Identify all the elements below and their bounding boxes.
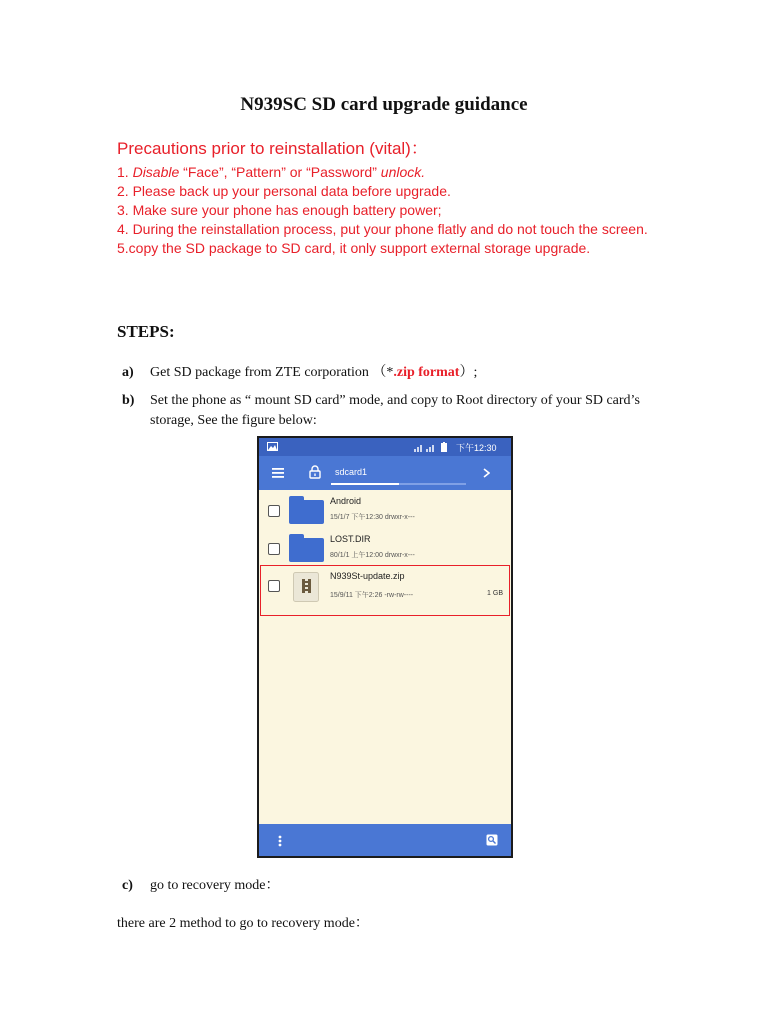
zip-file-icon [293,572,319,602]
checkbox[interactable] [268,505,280,517]
app-bar [259,456,511,490]
step-a-label: a) [122,365,134,380]
path-progress [331,483,466,485]
zip-format-text: .zip format [393,365,460,380]
signal-icons [414,442,450,452]
status-time: 下午12:30 [456,443,497,453]
path-label[interactable]: sdcard1 [335,467,368,477]
step-c-label: c) [122,878,133,893]
search-icon[interactable] [486,834,498,846]
precautions-heading: Precautions prior to reinstallation (vital)： [117,139,428,158]
folder-icon [289,500,324,524]
step-b-label: b) [122,393,135,408]
step-c: c) go to recovery mode： [150,876,550,896]
checkbox[interactable] [268,580,280,592]
document-title: N939SC SD card upgrade guidance [240,94,528,115]
file-row-android[interactable]: Android 15/1/7 下午12:30 drwxr-x--- [259,492,511,530]
precaution-item-3: 3. Make sure your phone has enough battery power; [117,202,442,218]
folder-icon [289,538,324,562]
precaution-item-2: 2. Please back up your personal data before upgrade. [117,183,451,199]
image-notification-icon [267,442,278,451]
disable-word: Disable [132,164,180,180]
precautions-list [117,163,657,258]
steps-heading: STEPS: [117,322,175,341]
lock-icon [309,465,321,479]
precaution-item-5: 5.copy the SD package to SD card, it only support external storage upgrade. [117,240,591,256]
file-row-update-zip[interactable]: N939St-update.zip 15/9/11 下午2:26 -rw-rw---- 1 GB [260,565,510,616]
menu-icon[interactable] [272,468,284,478]
step-a: a) Get SD package from ZTE corporation （*.zip format）; [150,363,670,383]
precaution-item-1: 1. Disable “Face”, “Pattern” or “Password” unlock. [117,164,426,180]
checkbox[interactable] [268,543,280,555]
bottom-bar [259,824,511,856]
precaution-item-4: 4. During the reinstallation process, put your phone flatly and do not touch the screen. [117,221,648,237]
unlock-word: unlock. [380,164,426,180]
phone-screenshot [257,436,513,858]
status-bar [259,438,511,456]
recovery-methods-line: there are 2 method to go to recovery mode： [117,916,369,931]
file-row-lost-dir[interactable]: LOST.DIR 80/1/1 上午12:00 drwxr-x--- [259,530,511,568]
chevron-right-icon[interactable] [483,468,490,478]
step-b: b) Set the phone as “ mount SD card” mode, and copy to Root directory of your SD card’s storage, See the figure below: [122,393,640,428]
more-options-icon[interactable] [278,835,282,847]
